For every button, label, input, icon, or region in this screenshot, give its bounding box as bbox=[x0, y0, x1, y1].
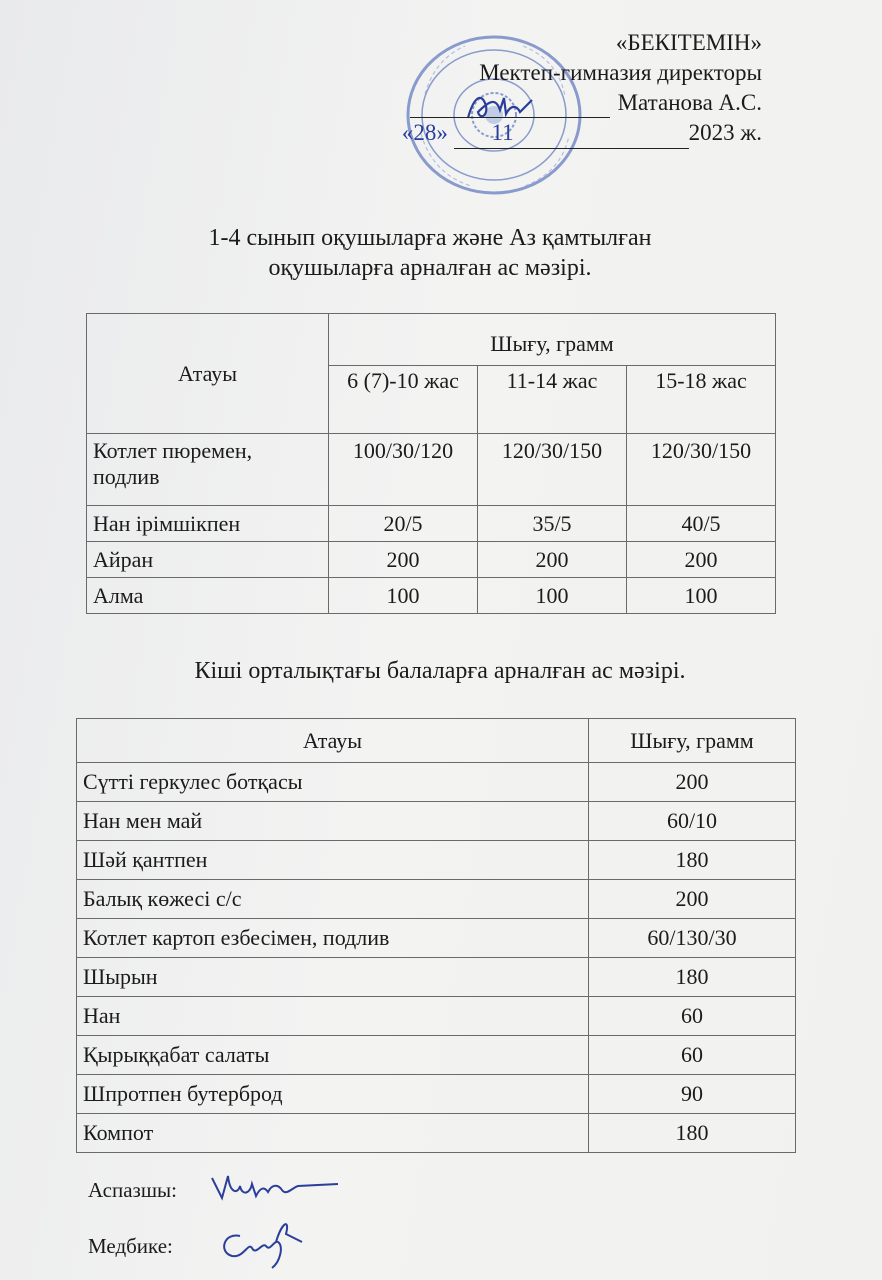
dish-output: 180 bbox=[589, 841, 796, 880]
dish-name: Балық көжесі с/с bbox=[77, 880, 589, 919]
menu-table-mini-center bbox=[76, 718, 796, 1153]
table-row bbox=[77, 958, 796, 997]
dish-output: 200 bbox=[627, 542, 776, 578]
approval-date bbox=[382, 118, 762, 149]
approval-block bbox=[382, 28, 762, 149]
cook-label: Аспазшы: bbox=[88, 1178, 177, 1202]
dish-output: 60 bbox=[589, 997, 796, 1036]
table-row bbox=[77, 763, 796, 802]
dish-output: 180 bbox=[589, 958, 796, 997]
dish-output: 180 bbox=[589, 1114, 796, 1153]
dish-name: Нан мен май bbox=[77, 802, 589, 841]
date-underline bbox=[514, 127, 689, 149]
cook-signature-icon bbox=[206, 1166, 346, 1206]
section2-title: Кіші орталықтағы балаларға арналған ас мәзірі. bbox=[194, 658, 686, 684]
cook-signature-row bbox=[88, 1178, 177, 1203]
dish-output: 20/5 bbox=[329, 506, 478, 542]
dish-output: 120/30/150 bbox=[478, 434, 627, 506]
dish-name: Нан bbox=[77, 997, 589, 1036]
nurse-signature-row bbox=[88, 1234, 173, 1259]
date-day: «28» bbox=[401, 120, 448, 145]
dish-output: 200 bbox=[589, 880, 796, 919]
table-row bbox=[77, 1114, 796, 1153]
approval-name-line bbox=[382, 88, 762, 118]
approval-heading: «БЕКІТЕМІН» bbox=[615, 30, 762, 55]
table1-header-age-2: 11-14 жас bbox=[478, 365, 627, 433]
dish-name: Котлет пюремен, подлив bbox=[87, 434, 329, 506]
table-row bbox=[77, 1075, 796, 1114]
table-row bbox=[87, 434, 776, 506]
dish-name: Қырыққабат салаты bbox=[77, 1036, 589, 1075]
dish-output: 100 bbox=[478, 578, 627, 614]
dish-output: 200 bbox=[329, 542, 478, 578]
dish-name: Айран bbox=[87, 542, 329, 578]
approval-position: Мектеп-гимназия директоры bbox=[479, 60, 762, 85]
dish-name: Компот bbox=[77, 1114, 589, 1153]
table-row bbox=[87, 506, 776, 542]
dish-output: 90 bbox=[589, 1075, 796, 1114]
document-title-line2: оқушыларға арналған ас мәзірі. bbox=[268, 255, 592, 281]
dish-output: 100/30/120 bbox=[329, 434, 478, 506]
dish-output: 100 bbox=[627, 578, 776, 614]
dish-name: Шәй қантпен bbox=[77, 841, 589, 880]
dish-name: Алма bbox=[87, 578, 329, 614]
dish-output: 40/5 bbox=[627, 506, 776, 542]
nurse-signature-icon bbox=[210, 1212, 310, 1272]
document-title bbox=[100, 223, 760, 283]
table1-header-name: Атауы bbox=[87, 314, 329, 434]
dish-name: Сүтті геркулес ботқасы bbox=[77, 763, 589, 802]
table-row bbox=[77, 997, 796, 1036]
table-row bbox=[77, 841, 796, 880]
dish-output: 200 bbox=[478, 542, 627, 578]
dish-name: Котлет картоп езбесімен, подлив bbox=[77, 919, 589, 958]
signature-line bbox=[410, 96, 610, 118]
dish-output: 100 bbox=[329, 578, 478, 614]
document-title-line1: 1-4 сынып оқушыларға және Аз қамтылған bbox=[208, 225, 652, 251]
approval-name: Матанова А.С. bbox=[617, 90, 762, 115]
dish-output: 35/5 bbox=[478, 506, 627, 542]
dish-name: Нан ірімшікпен bbox=[87, 506, 329, 542]
table1-header-age-3: 15-18 жас bbox=[627, 365, 776, 433]
dish-name: Шпротпен бутерброд bbox=[77, 1075, 589, 1114]
table-row bbox=[77, 919, 796, 958]
dish-output: 120/30/150 bbox=[627, 434, 776, 506]
dish-output: 60/10 bbox=[589, 802, 796, 841]
table-row bbox=[77, 880, 796, 919]
date-month: 11 bbox=[454, 118, 514, 149]
table1-header-output: Шығу, грамм bbox=[329, 314, 776, 366]
nurse-label: Медбике: bbox=[88, 1234, 173, 1258]
dish-output: 60 bbox=[589, 1036, 796, 1075]
table-row bbox=[77, 1036, 796, 1075]
dish-output: 60/130/30 bbox=[589, 919, 796, 958]
table2-header-output: Шығу, грамм bbox=[589, 719, 796, 763]
table-row bbox=[87, 542, 776, 578]
date-year: 2023 ж. bbox=[688, 120, 762, 145]
table-row bbox=[87, 578, 776, 614]
dish-name: Шырын bbox=[77, 958, 589, 997]
table-row bbox=[77, 802, 796, 841]
dish-output: 200 bbox=[589, 763, 796, 802]
table1-header-age-1: 6 (7)-10 жас bbox=[329, 365, 478, 433]
table2-header-name: Атауы bbox=[77, 719, 589, 763]
menu-table-grades-1-4 bbox=[86, 313, 776, 614]
